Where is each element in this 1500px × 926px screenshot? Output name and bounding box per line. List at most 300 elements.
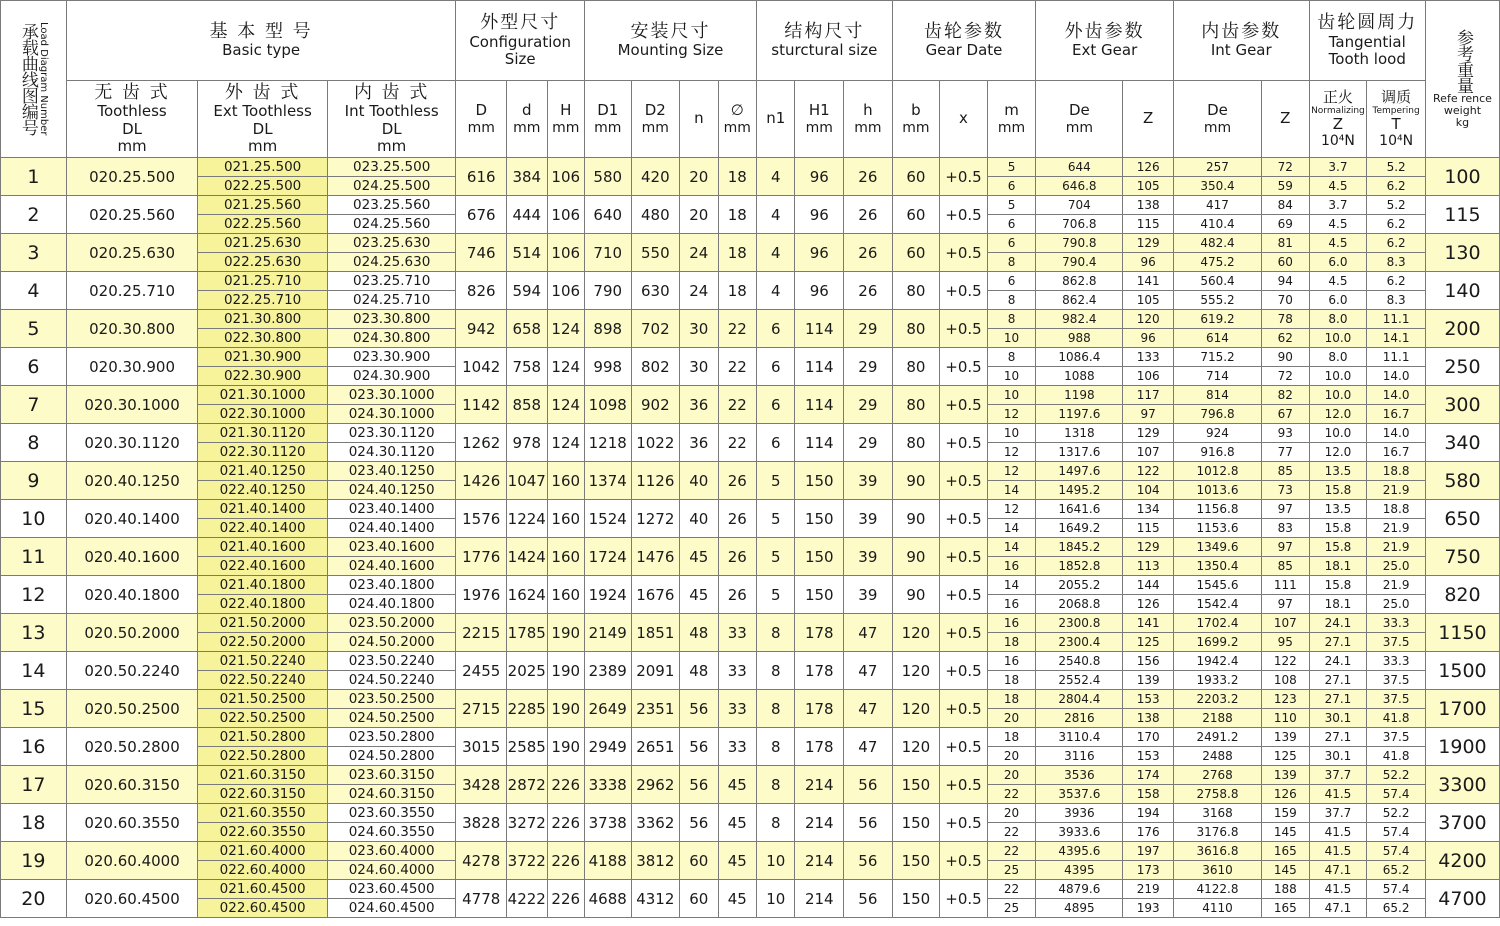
cell-d2: 1126 <box>631 462 680 500</box>
cell-d1: 2149 <box>584 614 631 652</box>
int-tooth-model-value: 023.40.1400 <box>348 501 435 517</box>
col-tempering: 调质 Tempering T 10⁴N <box>1367 81 1426 158</box>
cell-t-value: 57.4 <box>1367 784 1425 803</box>
cell-intde-value: 482.4 <box>1200 236 1235 250</box>
int-tooth-model-value: 024.50.2000 <box>328 632 456 651</box>
int-tooth-model-value: 023.30.800 <box>353 311 431 327</box>
cell-d: 1142 <box>456 386 507 424</box>
ext-tooth-model <box>198 728 328 766</box>
cell-intz-value: 62 <box>1262 328 1309 347</box>
ext-tooth-model <box>198 310 328 348</box>
cell-intz-value: 108 <box>1262 670 1309 689</box>
gear-data-header: 齿轮参数 Gear Date <box>892 1 1036 81</box>
cell-zn <box>1309 614 1367 652</box>
cell-zn-value: 10.0 <box>1310 366 1367 385</box>
cell-h: 39 <box>844 538 893 576</box>
cell-t-value: 41.8 <box>1367 708 1425 727</box>
cell-extde-value: 1317.6 <box>1036 442 1122 461</box>
cell-zn <box>1309 386 1367 424</box>
cell-d1: 4688 <box>584 880 631 918</box>
cell-extde-value: 704 <box>1067 198 1091 212</box>
cell-m <box>987 690 1036 728</box>
cell-d1: 3338 <box>584 766 631 804</box>
cell-t-value: 6.2 <box>1386 236 1406 250</box>
int-tooth-model-value: 024.30.1000 <box>328 404 456 423</box>
int-tooth-model <box>327 766 456 804</box>
cell-intde-value: 2203.2 <box>1196 692 1239 706</box>
cell-d: 658 <box>507 310 547 348</box>
col-x: x <box>940 81 988 158</box>
cell-m-value: 6 <box>988 214 1036 233</box>
load-diagram-number: 2 <box>1 196 67 234</box>
reference-weight: 300 <box>1425 386 1499 424</box>
cell-h: 160 <box>547 576 584 614</box>
cell-x: +0.5 <box>940 728 988 766</box>
cell-extde-value: 790.4 <box>1036 252 1122 271</box>
cell-intde-value: 1349.6 <box>1196 540 1239 554</box>
cell-extde-value: 1649.2 <box>1036 518 1122 537</box>
cell-extde-value: 646.8 <box>1036 176 1122 195</box>
cell-extde-value: 2816 <box>1036 708 1122 727</box>
cell-intde-value: 350.4 <box>1174 176 1261 195</box>
cell-t <box>1367 804 1426 842</box>
cell-intde-value: 4122.8 <box>1196 882 1239 896</box>
reference-weight: 1700 <box>1425 690 1499 728</box>
cell-t-value: 5.2 <box>1386 160 1406 174</box>
cell-extde-value: 3536 <box>1064 768 1095 782</box>
ext-tooth-model-value: 022.25.500 <box>198 176 327 195</box>
cell-intde-value: 2758.8 <box>1174 784 1261 803</box>
cell-t <box>1367 234 1426 272</box>
cell-m-value: 5 <box>1007 160 1016 174</box>
table-row <box>1 842 1500 880</box>
ext-tooth-model <box>198 576 328 614</box>
cell-intz-value: 85 <box>1262 556 1309 575</box>
int-gear-header: 内齿参数 Int Gear <box>1173 1 1309 81</box>
cell-t-value: 65.2 <box>1367 898 1425 917</box>
cell-d1: 710 <box>584 234 631 272</box>
cell-intz-value: 97 <box>1277 540 1293 554</box>
cell-d2: 2091 <box>631 652 680 690</box>
cell-t-value: 14.0 <box>1367 366 1425 385</box>
cell-intde <box>1173 424 1261 462</box>
cell-h1: 150 <box>795 576 844 614</box>
cell-d1: 1374 <box>584 462 631 500</box>
cell-h: 56 <box>844 804 893 842</box>
cell-m-value: 20 <box>988 746 1036 765</box>
cell-x: +0.5 <box>940 690 988 728</box>
cell-phi: 33 <box>718 728 756 766</box>
cell-intde <box>1173 348 1261 386</box>
cell-m <box>987 424 1036 462</box>
cell-t-value: 18.8 <box>1382 464 1410 478</box>
cell-m-value: 8 <box>988 252 1036 271</box>
ext-tooth-model <box>198 614 328 652</box>
cell-intde <box>1173 652 1261 690</box>
cell-b: 60 <box>892 158 940 196</box>
reference-weight: 1500 <box>1425 652 1499 690</box>
cell-d1: 1924 <box>584 576 631 614</box>
cell-phi: 26 <box>718 500 756 538</box>
table-row <box>1 880 1500 918</box>
cell-d2: 2351 <box>631 690 680 728</box>
int-tooth-model-value: 023.50.2240 <box>348 653 435 669</box>
cell-d1: 4188 <box>584 842 631 880</box>
ext-tooth-model <box>198 538 328 576</box>
tangential-load-header: 齿轮圆周力 Tangential Tooth lood <box>1309 1 1425 81</box>
cell-extz-value: 129 <box>1136 426 1160 440</box>
cell-intde-value: 1545.6 <box>1196 578 1239 592</box>
cell-extz-value: 115 <box>1123 214 1173 233</box>
toothless-model: 020.30.1120 <box>66 424 198 462</box>
int-tooth-model-value: 024.25.500 <box>328 176 456 195</box>
cell-extz-value: 174 <box>1136 768 1160 782</box>
table-row <box>1 652 1500 690</box>
cell-zn-value: 41.5 <box>1324 882 1352 896</box>
cell-h: 226 <box>547 880 584 918</box>
load-diagram-number: 17 <box>1 766 67 804</box>
cell-extz <box>1123 652 1174 690</box>
toothless-model: 020.40.1400 <box>66 500 198 538</box>
cell-intz-value: 145 <box>1262 822 1309 841</box>
ext-tooth-model <box>198 690 328 728</box>
toothless-model: 020.25.560 <box>66 196 198 234</box>
cell-b: 120 <box>892 652 940 690</box>
cell-d: 1426 <box>456 462 507 500</box>
cell-t <box>1367 538 1426 576</box>
mounting-size-header: 安装尺寸 Mounting Size <box>584 1 756 81</box>
cell-zn <box>1309 690 1367 728</box>
cell-intde-value: 3168 <box>1202 806 1233 820</box>
cell-t-value: 18.8 <box>1382 502 1410 516</box>
cell-intde-value: 3616.8 <box>1196 844 1239 858</box>
cell-extde-value: 2055.2 <box>1058 578 1101 592</box>
cell-zn-value: 13.5 <box>1324 502 1352 516</box>
cell-extz-value: 173 <box>1123 860 1173 879</box>
cell-extde <box>1036 804 1123 842</box>
cell-phi: 22 <box>718 424 756 462</box>
cell-t <box>1367 386 1426 424</box>
toothless-model: 020.60.3150 <box>66 766 198 804</box>
cell-n1: 8 <box>757 690 795 728</box>
cell-intz-value: 67 <box>1262 404 1309 423</box>
cell-m-value: 10 <box>1003 388 1020 402</box>
cell-h: 29 <box>844 424 893 462</box>
cell-d: 3015 <box>456 728 507 766</box>
cell-extde <box>1036 500 1123 538</box>
cell-d2: 2962 <box>631 766 680 804</box>
load-diagram-number: 12 <box>1 576 67 614</box>
cell-extde-value: 2068.8 <box>1036 594 1122 613</box>
cell-d1: 2649 <box>584 690 631 728</box>
cell-t <box>1367 196 1426 234</box>
cell-d: 384 <box>507 158 547 196</box>
cell-h: 47 <box>844 652 893 690</box>
load-diagram-number: 18 <box>1 804 67 842</box>
ext-tooth-model-value: 021.25.500 <box>223 159 302 175</box>
cell-intz <box>1262 500 1310 538</box>
cell-x: +0.5 <box>940 538 988 576</box>
cell-phi: 26 <box>718 576 756 614</box>
cell-extde-value: 1086.4 <box>1058 350 1101 364</box>
cell-d1: 790 <box>584 272 631 310</box>
cell-extde-value: 1497.6 <box>1058 464 1101 478</box>
cell-extz <box>1123 424 1174 462</box>
cell-m-value: 20 <box>988 708 1036 727</box>
cell-m-value: 16 <box>988 556 1036 575</box>
cell-phi: 33 <box>718 614 756 652</box>
cell-m-value: 8 <box>1007 312 1016 326</box>
cell-h1: 150 <box>795 538 844 576</box>
cell-intde-value: 916.8 <box>1174 442 1261 461</box>
cell-h: 226 <box>547 842 584 880</box>
ext-tooth-model-value: 022.30.1000 <box>198 404 327 423</box>
col-ext-Z: Z <box>1123 81 1174 158</box>
cell-extz-value: 96 <box>1123 252 1173 271</box>
cell-intz <box>1262 386 1310 424</box>
reference-weight: 750 <box>1425 538 1499 576</box>
cell-d2: 550 <box>631 234 680 272</box>
table-row <box>1 234 1500 272</box>
cell-zn-value: 8.0 <box>1328 350 1348 364</box>
cell-intz-value: 77 <box>1262 442 1309 461</box>
cell-t-value: 8.3 <box>1367 252 1425 271</box>
cell-n: 30 <box>680 310 718 348</box>
cell-x: +0.5 <box>940 842 988 880</box>
toothless-model: 020.25.500 <box>66 158 198 196</box>
cell-m <box>987 614 1036 652</box>
cell-t <box>1367 158 1426 196</box>
cell-t-value: 37.5 <box>1382 730 1410 744</box>
cell-h: 39 <box>844 576 893 614</box>
cell-h1: 178 <box>795 652 844 690</box>
toothless-header: 无 齿 式 Toothless DL mm <box>66 81 198 158</box>
int-tooth-model <box>327 272 456 310</box>
ext-tooth-model <box>198 766 328 804</box>
ext-tooth-model-value: 021.40.1250 <box>219 463 306 479</box>
int-tooth-model-value: 024.60.4500 <box>328 898 456 917</box>
cell-zn-value: 27.1 <box>1324 730 1352 744</box>
cell-intde <box>1173 272 1261 310</box>
cell-m-value: 22 <box>1003 844 1020 858</box>
cell-extz <box>1123 842 1174 880</box>
toothless-model: 020.40.1800 <box>66 576 198 614</box>
toothless-model: 020.30.1000 <box>66 386 198 424</box>
cell-x: +0.5 <box>940 462 988 500</box>
ext-tooth-model <box>198 880 328 918</box>
cell-intz <box>1262 652 1310 690</box>
cell-b: 80 <box>892 310 940 348</box>
cell-d: 826 <box>456 272 507 310</box>
int-tooth-model <box>327 728 456 766</box>
cell-n: 20 <box>680 196 718 234</box>
cell-extz-value: 194 <box>1136 806 1160 820</box>
int-tooth-model-value: 024.50.2800 <box>328 746 456 765</box>
cell-t-value: 57.4 <box>1382 844 1410 858</box>
cell-zn-value: 4.5 <box>1310 214 1367 233</box>
int-tooth-model-value: 023.40.1250 <box>348 463 435 479</box>
int-tooth-model-value: 024.60.3150 <box>328 784 456 803</box>
cell-t <box>1367 462 1426 500</box>
cell-intz-value: 122 <box>1273 654 1297 668</box>
cell-m-value: 22 <box>988 822 1036 841</box>
cell-h: 56 <box>844 880 893 918</box>
cell-m-value: 12 <box>988 404 1036 423</box>
reference-weight: 140 <box>1425 272 1499 310</box>
cell-h1: 214 <box>795 842 844 880</box>
ext-tooth-model-value: 021.30.800 <box>223 311 302 327</box>
cell-t-value: 6.2 <box>1367 214 1425 233</box>
ext-tooth-model-value: 021.50.2240 <box>219 653 306 669</box>
cell-zn-value: 30.1 <box>1310 746 1367 765</box>
cell-m-value: 10 <box>988 328 1036 347</box>
cell-m <box>987 272 1036 310</box>
cell-h: 29 <box>844 386 893 424</box>
cell-b: 80 <box>892 386 940 424</box>
cell-intde-value: 1699.2 <box>1174 632 1261 651</box>
cell-intz-value: 69 <box>1262 214 1309 233</box>
col-m: m mm <box>987 81 1036 158</box>
cell-extde-value: 2540.8 <box>1058 654 1101 668</box>
cell-intde <box>1173 880 1261 918</box>
cell-extz-value: 106 <box>1123 366 1173 385</box>
cell-zn <box>1309 576 1367 614</box>
cell-d: 1785 <box>507 614 547 652</box>
cell-h1: 150 <box>795 500 844 538</box>
int-tooth-model <box>327 804 456 842</box>
cell-d1: 1524 <box>584 500 631 538</box>
cell-zn-value: 27.1 <box>1324 692 1352 706</box>
load-diagram-number: 4 <box>1 272 67 310</box>
cell-h1: 214 <box>795 880 844 918</box>
col-D: D mm <box>456 81 507 158</box>
reference-weight: 1900 <box>1425 728 1499 766</box>
cell-m-value: 22 <box>1003 882 1020 896</box>
col-int-Z: Z <box>1262 81 1310 158</box>
cell-intz <box>1262 348 1310 386</box>
int-tooth-model <box>327 880 456 918</box>
cell-intz-value: 84 <box>1277 198 1293 212</box>
cell-h1: 214 <box>795 804 844 842</box>
cell-extz-value: 126 <box>1123 594 1173 613</box>
cell-b: 90 <box>892 538 940 576</box>
cell-extz-value: 156 <box>1136 654 1160 668</box>
cell-intz <box>1262 538 1310 576</box>
col-ext-De: De mm <box>1036 81 1123 158</box>
ext-tooth-model-value: 021.60.4500 <box>219 881 306 897</box>
cell-zn-value: 15.8 <box>1310 480 1367 499</box>
cell-extz <box>1123 728 1174 766</box>
cell-d: 2872 <box>507 766 547 804</box>
int-tooth-model-value: 023.60.3550 <box>348 805 435 821</box>
cell-intde <box>1173 538 1261 576</box>
col-d: d mm <box>507 81 547 158</box>
cell-t-value: 21.9 <box>1367 518 1425 537</box>
cell-m <box>987 576 1036 614</box>
header-row-2 <box>1 81 1500 158</box>
ext-tooth-model-value: 022.25.560 <box>198 214 327 233</box>
cell-extz <box>1123 386 1174 424</box>
cell-intde-value: 1013.6 <box>1174 480 1261 499</box>
cell-zn <box>1309 196 1367 234</box>
structural-size-header: 结构尺寸 sturctural size <box>757 1 893 81</box>
cell-b: 120 <box>892 690 940 728</box>
ext-tooth-model-value: 021.30.1000 <box>219 387 306 403</box>
reference-weight: 3300 <box>1425 766 1499 804</box>
cell-intz <box>1262 880 1310 918</box>
cell-extz <box>1123 766 1174 804</box>
cell-m <box>987 158 1036 196</box>
int-tooth-model-value: 024.60.3550 <box>328 822 456 841</box>
cell-intz <box>1262 310 1310 348</box>
cell-extde-value: 1197.6 <box>1036 404 1122 423</box>
cell-m-value: 14 <box>988 518 1036 537</box>
cell-d: 1047 <box>507 462 547 500</box>
cell-extz-value: 197 <box>1136 844 1160 858</box>
cell-zn <box>1309 804 1367 842</box>
cell-intde <box>1173 500 1261 538</box>
cell-h: 124 <box>547 310 584 348</box>
cell-m-value: 16 <box>1003 616 1020 630</box>
table-row <box>1 386 1500 424</box>
cell-intz-value: 59 <box>1262 176 1309 195</box>
cell-t-value: 6.2 <box>1386 274 1406 288</box>
cell-h: 190 <box>547 652 584 690</box>
int-tooth-model <box>327 538 456 576</box>
cell-t-value: 21.9 <box>1367 480 1425 499</box>
cell-extz-value: 133 <box>1136 350 1160 364</box>
int-tooth-model-value: 023.40.1800 <box>348 577 435 593</box>
cell-d: 616 <box>456 158 507 196</box>
int-tooth-model-value: 023.50.2500 <box>348 691 435 707</box>
ext-tooth-model-value: 022.60.3150 <box>198 784 327 803</box>
int-tooth-model <box>327 462 456 500</box>
cell-m-value: 18 <box>1003 730 1020 744</box>
cell-extde-value: 1198 <box>1064 388 1095 402</box>
cell-n1: 6 <box>757 310 795 348</box>
cell-extde <box>1036 272 1123 310</box>
cell-zn <box>1309 462 1367 500</box>
cell-d: 758 <box>507 348 547 386</box>
cell-extz <box>1123 804 1174 842</box>
int-tooth-model-value: 023.60.4500 <box>348 881 435 897</box>
cell-intz <box>1262 424 1310 462</box>
cell-intde-value: 555.2 <box>1174 290 1261 309</box>
cell-t-value: 65.2 <box>1367 860 1425 879</box>
cell-n1: 8 <box>757 652 795 690</box>
ext-tooth-model-value: 022.40.1250 <box>198 480 327 499</box>
cell-m-value: 6 <box>988 176 1036 195</box>
cell-zn-value: 27.1 <box>1310 670 1367 689</box>
cell-intde-value: 796.8 <box>1174 404 1261 423</box>
toothless-model: 020.50.2000 <box>66 614 198 652</box>
cell-extde-value: 3933.6 <box>1036 822 1122 841</box>
int-tooth-model <box>327 234 456 272</box>
reference-weight: 3700 <box>1425 804 1499 842</box>
ext-tooth-model-value: 021.50.2000 <box>219 615 306 631</box>
cell-d2: 1272 <box>631 500 680 538</box>
ext-tooth-model <box>198 348 328 386</box>
col-D2: D2 mm <box>631 81 680 158</box>
cell-extde-value: 3936 <box>1064 806 1095 820</box>
ext-tooth-model-value: 022.60.4500 <box>198 898 327 917</box>
cell-zn <box>1309 500 1367 538</box>
cell-d2: 2651 <box>631 728 680 766</box>
cell-extz-value: 107 <box>1123 442 1173 461</box>
cell-n1: 8 <box>757 766 795 804</box>
cell-phi: 45 <box>718 842 756 880</box>
cell-d2: 3362 <box>631 804 680 842</box>
